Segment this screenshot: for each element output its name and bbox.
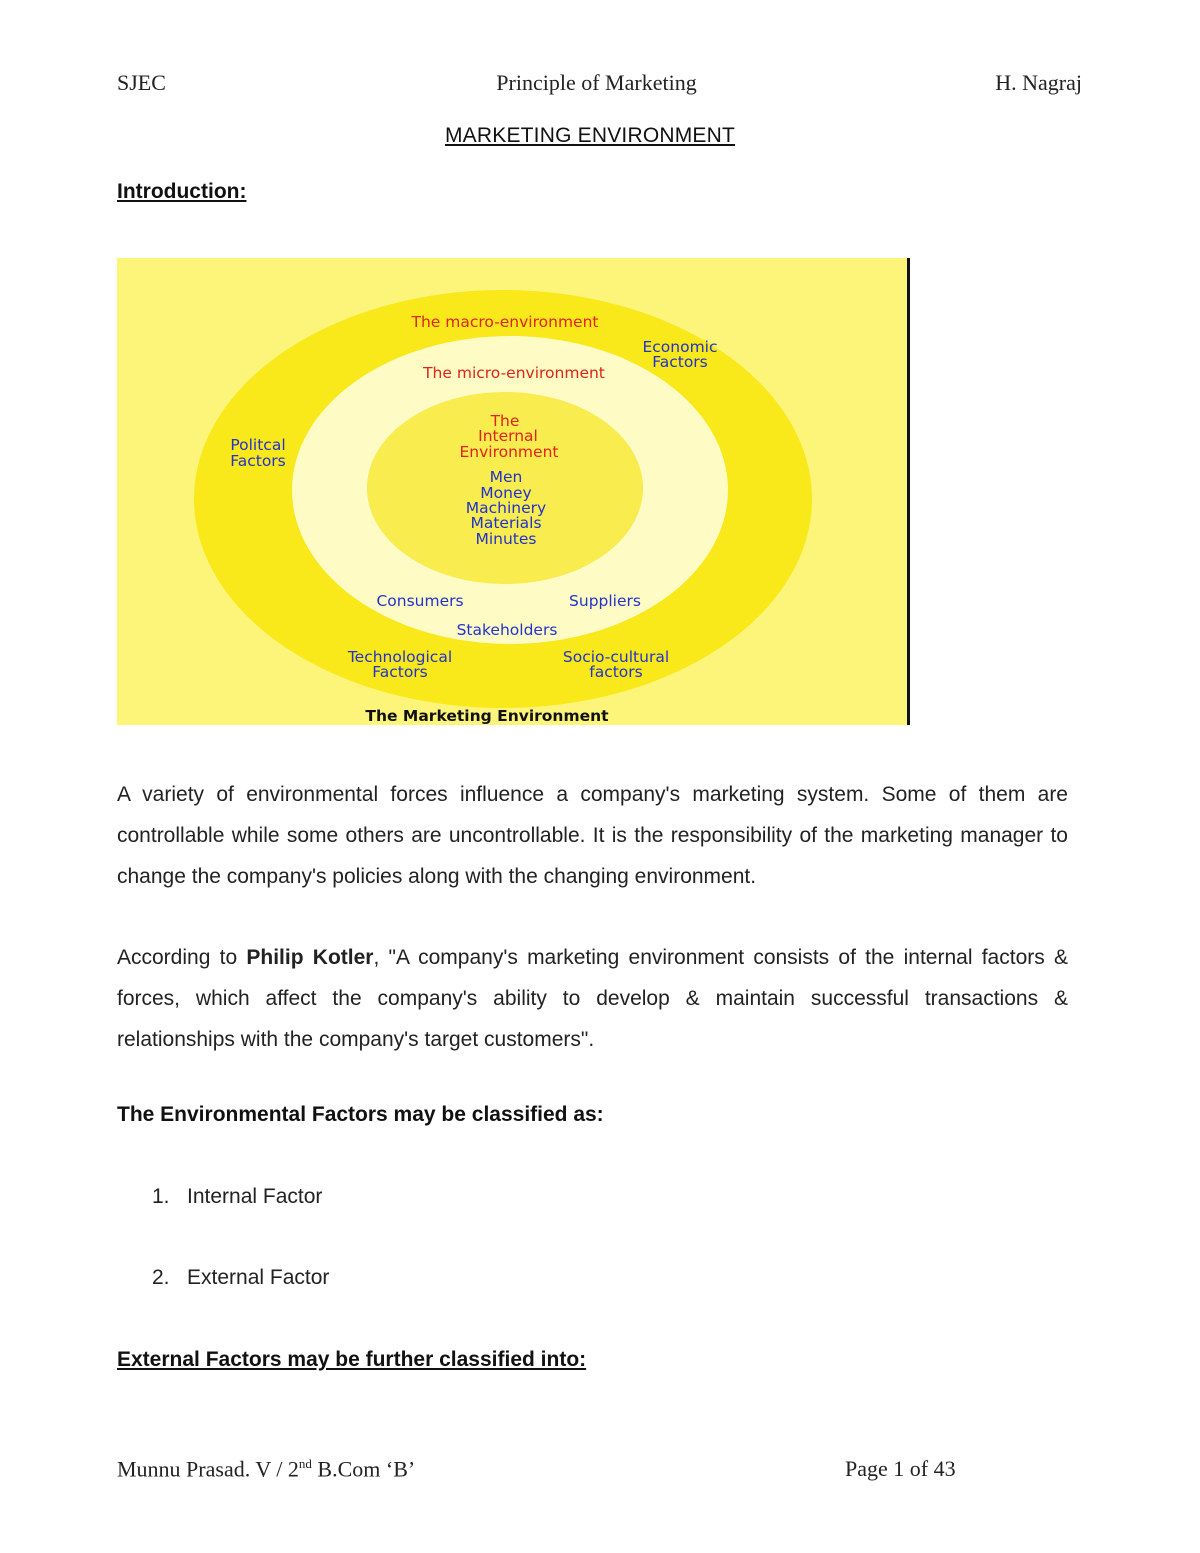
list-number: 1. xyxy=(152,1185,170,1208)
footer-class: B.Com ‘B’ xyxy=(311,1456,416,1482)
stakeholders-label: Stakeholders xyxy=(456,621,558,639)
minutes-label: Minutes xyxy=(475,530,537,548)
internal-label-3: Environment xyxy=(459,443,559,461)
list-item xyxy=(152,1266,329,1290)
political-label-1: Politcal xyxy=(230,436,286,454)
kotler-prefix: According to xyxy=(117,946,247,969)
page-title: MARKETING ENVIRONMENT xyxy=(444,124,736,147)
internal-label-1: The xyxy=(490,412,520,430)
diagram-right-border xyxy=(907,258,910,725)
page-number: Page 1 of 43 xyxy=(845,1456,956,1481)
marketing-environment-diagram xyxy=(117,258,912,725)
political-label-2: Factors xyxy=(230,452,286,470)
kotler-quote: , "A company's marketing environment consists of the internal factors & forces, which affect the company's ability to develop & maintain successful transactions & relationships with the company's target customers". xyxy=(117,946,1068,1051)
intro-paragraph: A variety of environmental forces influence a company's marketing system. Some of them are controllable while some others are uncontrollable. It is the responsibility of the marketing manager to change the company's policies along with the changing environment. xyxy=(117,783,1068,888)
technological-label-2: Factors xyxy=(372,663,428,681)
list-label: External Factor xyxy=(187,1266,330,1289)
classified-heading: The Environmental Factors may be classified as: xyxy=(117,1103,604,1126)
macro-label: The macro-environment xyxy=(411,313,599,331)
header-right: H. Nagraj xyxy=(995,70,1082,95)
header-center: Principle of Marketing xyxy=(496,70,697,95)
socio-cultural-label-2: factors xyxy=(589,663,643,681)
consumers-label: Consumers xyxy=(376,592,464,610)
external-factors-heading: External Factors may be further classified into: xyxy=(117,1348,587,1371)
list-item xyxy=(152,1185,322,1209)
economic-label-2: Factors xyxy=(652,353,708,371)
micro-label: The micro-environment xyxy=(423,364,605,382)
footer-sup: nd xyxy=(298,1456,312,1471)
machinery-label: Machinery xyxy=(465,499,547,517)
intro-heading: Introduction: xyxy=(117,180,247,203)
money-label: Money xyxy=(480,484,532,502)
economic-label-1: Economic xyxy=(642,338,718,356)
materials-label: Materials xyxy=(470,514,542,532)
internal-label-2: Internal xyxy=(478,427,538,445)
list-label: Internal Factor xyxy=(187,1185,323,1208)
footer-left xyxy=(117,1456,415,1482)
socio-cultural-label-1: Socio-cultural xyxy=(562,648,670,666)
footer-author: Munnu Prasad. V / 2 xyxy=(117,1456,299,1482)
men-label: Men xyxy=(489,468,523,486)
kotler-name: Philip Kotler xyxy=(246,946,374,969)
diagram-caption: The Marketing Environment xyxy=(365,707,609,725)
list-number: 2. xyxy=(152,1266,170,1289)
technological-label-1: Technological xyxy=(347,648,453,666)
suppliers-label: Suppliers xyxy=(569,592,641,610)
kotler-paragraph xyxy=(117,937,1068,1060)
header-left: SJEC xyxy=(117,70,166,95)
